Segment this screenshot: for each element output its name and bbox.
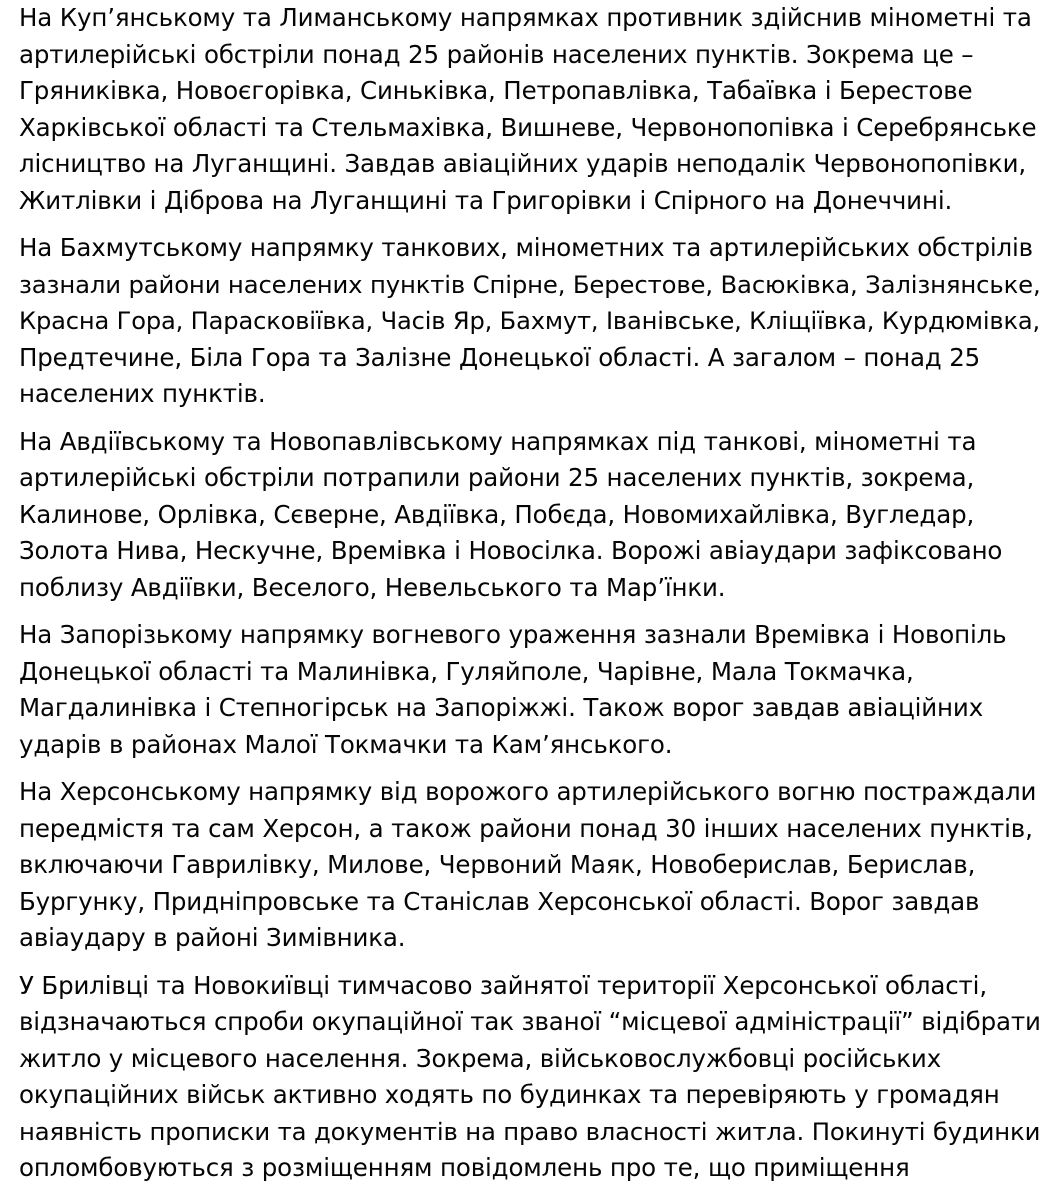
text-line: Калинове, Орлівка, Сєверне, Авдіївка, Побєда, Новомихайлівка, Вугледар, [19, 499, 975, 529]
text-line: житло у місцевого населення. Зокрема, військовослужбовці російських [19, 1043, 942, 1073]
text-line: поблизу Авдіївки, Веселого, Невельського та Мар’їнки. [19, 572, 726, 602]
text-line: На Бахмутському напрямку танкових, мінометних та артилерійських обстрілів [19, 233, 1033, 262]
text-line: артилерійські обстріли потрапили райони 25 населених пунктів, зокрема, [19, 463, 975, 492]
text-line: На Куп’янському та Лиманському напрямках противник здійснив мінометні та [19, 3, 1032, 32]
text-line: Золота Нива, Нескучне, Времівка і Новосілка. Ворожі авіаудари зафіксовано [19, 536, 1003, 565]
text-line: На Херсонському напрямку від ворожого артилерійського вогню постраждали [19, 777, 1037, 806]
text-line: Харківської області та Стельмахівка, Вишневе, Червонопопівка і Серебрянське [19, 112, 1037, 142]
text-line: включаючи Гаврилівку, Милове, Червоний Маяк, Новоберислав, Берислав, [19, 850, 976, 879]
text-line: Красна Гора, Парасковіївка, Часів Яр, Бахмут, Іванівське, Кліщіївка, Курдюмівка, [19, 307, 1041, 335]
text-line: лісництво на Луганщині. Завдав авіаційних ударів неподалік Червонопопівки, [19, 149, 1027, 178]
paragraph-kupiansk-lyman [19, 0, 1041, 219]
text-line: населених пунктів. [19, 379, 266, 408]
post-text [19, 0, 1041, 1187]
text-line: Донецької області та Малинівка, Гуляйполе, Чарівне, Мала Токмачка, [19, 656, 914, 686]
paragraph-avdiivka-novopavlivka [19, 424, 1041, 607]
text-line: Предтечине, Біла Гора та Залізне Донецької області. А загалом – понад 25 [19, 342, 981, 372]
text-line: Гряниківка, Новоєгорівка, Синьківка, Петропавлівка, Табаївка і Берестове [19, 76, 973, 105]
text-line: окупаційних військ активно ходять по будинках та перевіряють у громадян [19, 1080, 1000, 1109]
text-line: наявність прописки та документів на право власності житла. Покинуті будинки [19, 1116, 1041, 1146]
text-line: авіаудару в районі Зимівника. [19, 923, 406, 952]
text-line: На Запорізькому напрямку вогневого ураження зазнали Времівка і Новопіль [19, 620, 1007, 649]
text-line: У Брилівці та Новокиївці тимчасово зайнятої території Херсонської області, [19, 970, 987, 1000]
text-line: опломбовуються з розміщенням повідомлень про те, що приміщення [19, 1153, 910, 1182]
paragraph-occupied-territory [19, 968, 1041, 1187]
paragraph-zaporizhzhia [19, 617, 1041, 763]
text-line: Бургунку, Придніпровське та Станіслав Херсонської області. Ворог завдав [19, 886, 980, 916]
paragraph-kherson [19, 774, 1041, 957]
text-line: Магдалинівка і Степногірськ на Запоріжжі. Також ворог завдав авіаційних [19, 693, 984, 722]
paragraph-bakhmut [19, 230, 1041, 413]
text-line: ударів в районах Малої Токмачки та Кам’янського. [19, 729, 673, 759]
text-line: зазнали райони населених пунктів Спірне, Берестове, Васюківка, Залізнянське, [19, 269, 1041, 299]
text-line: артилерійські обстріли понад 25 районів населених пунктів. Зокрема це – [19, 39, 974, 69]
text-line: На Авдіївському та Новопавлівському напрямках під танкові, мінометні та [19, 426, 977, 456]
text-line: Житлівки і Діброва на Луганщині та Григорівки і Спірного на Донеччині. [19, 185, 953, 215]
text-line: відзначаються спроби окупаційної так званої “місцевої адміністрації” відібрати [19, 1007, 1041, 1036]
text-line: передмістя та сам Херсон, а також райони понад 30 інших населених пунктів, [19, 813, 1033, 843]
